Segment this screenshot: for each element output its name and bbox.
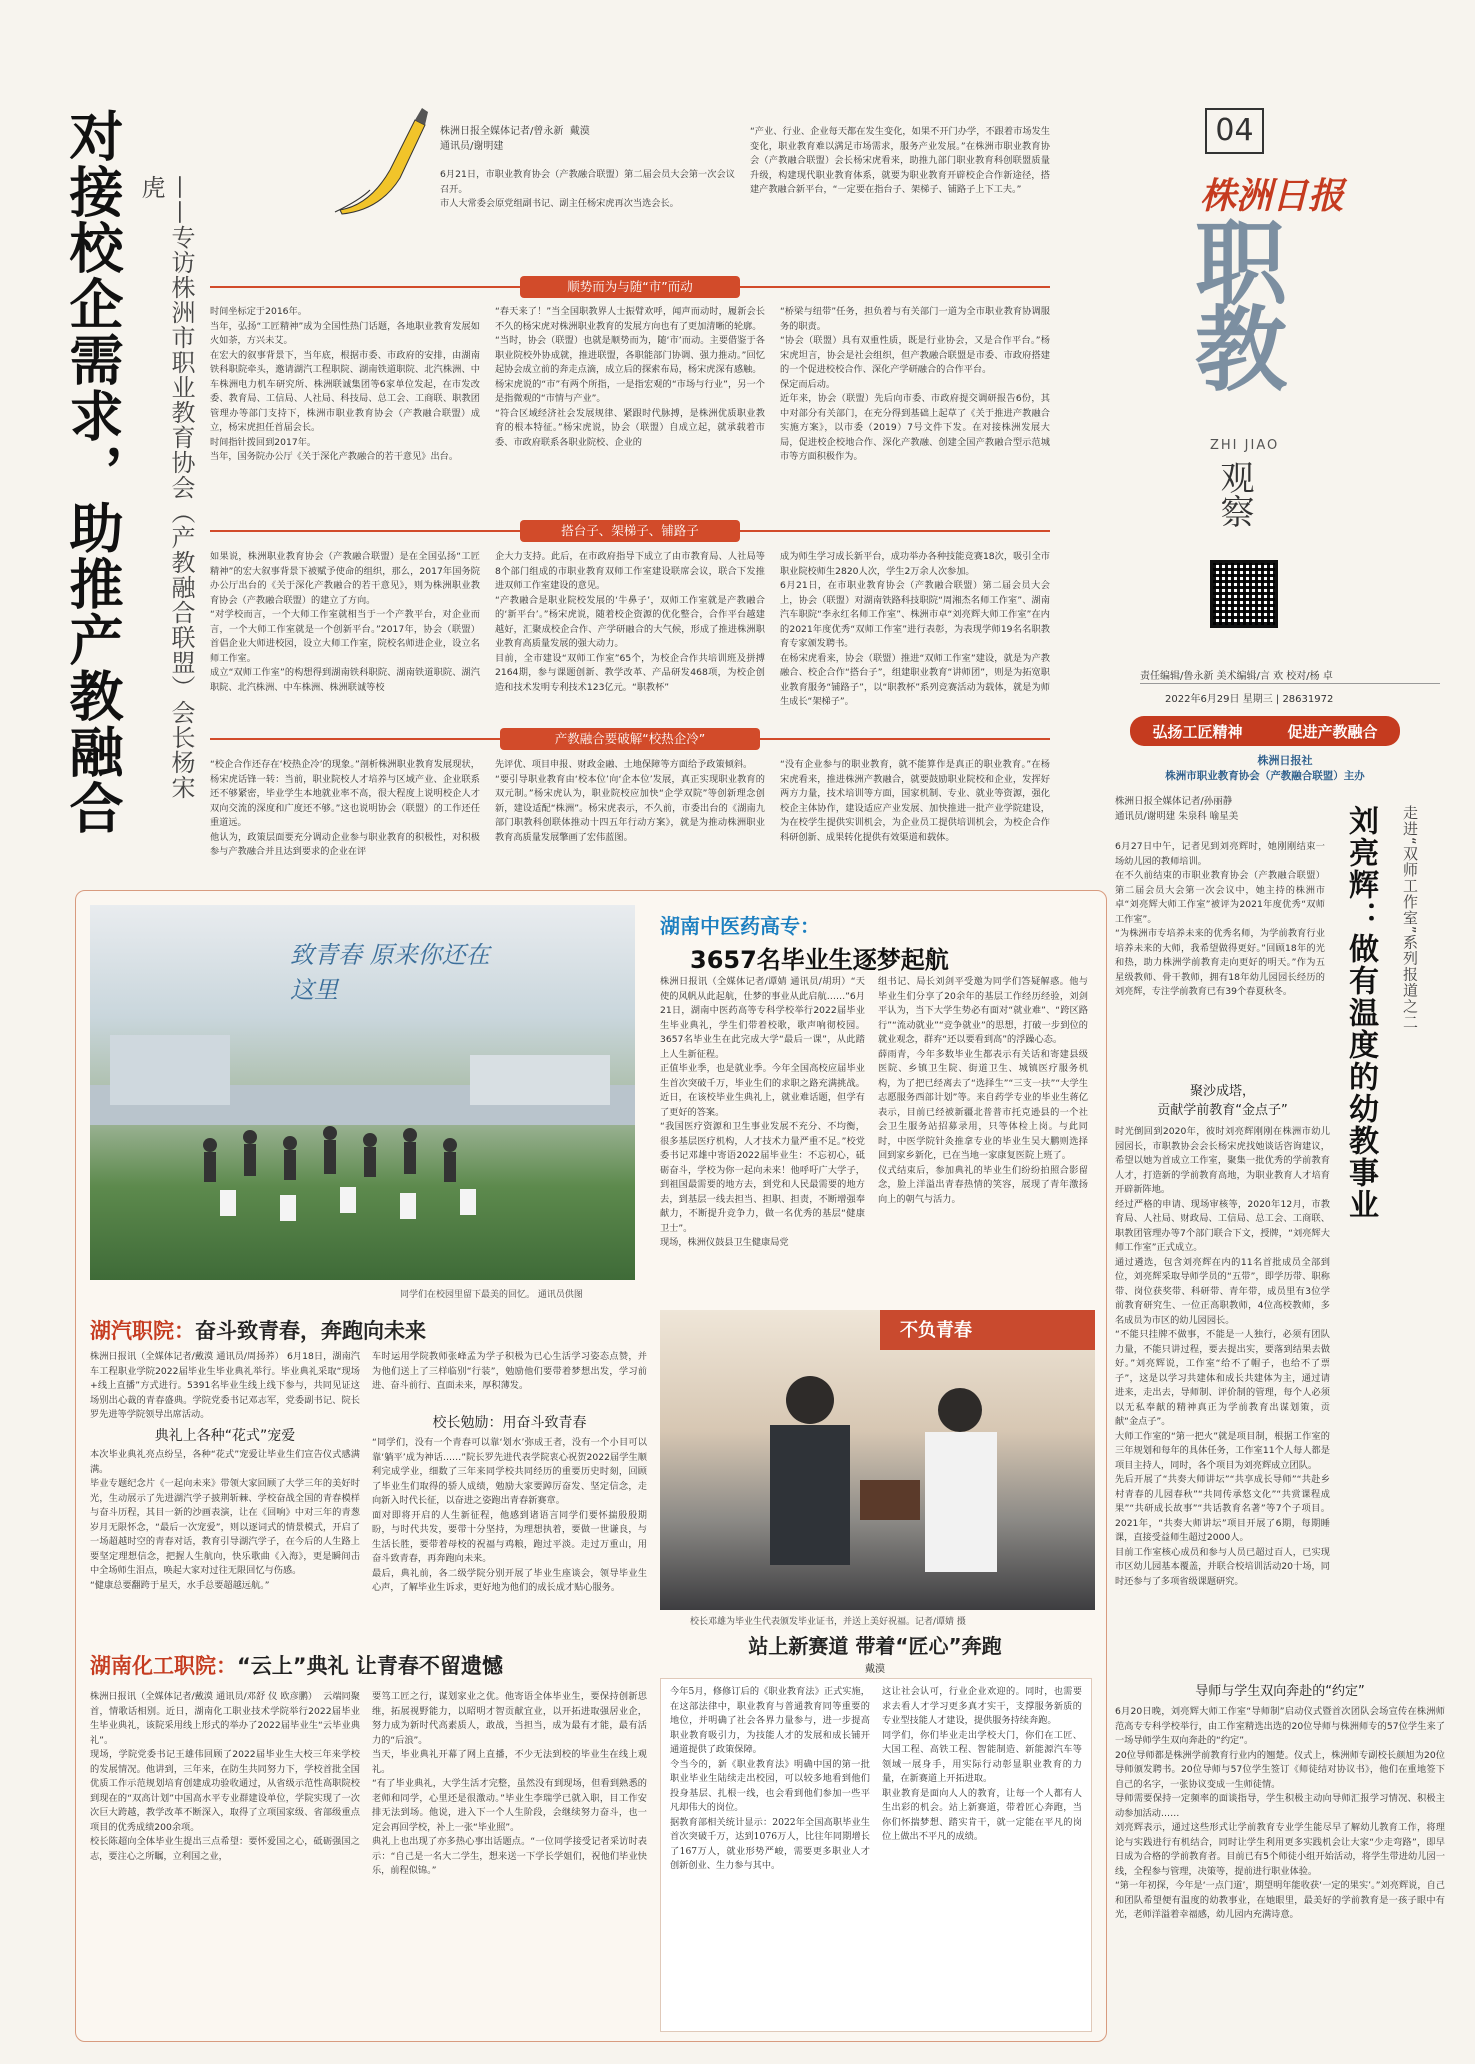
qr-code[interactable] [1210, 560, 1278, 628]
auto-col2: 车时运用学院教师张峰孟为学子积极为已心生活学习姿态点赞，并为他们送上了三样临别“行装”，勉励他们要带着梦想出发，学习前进、奋斗前行、直面未来，厚积薄发。 [372, 1351, 647, 1391]
lead-heading-2: 搭台子、架梯子、铺路子 [520, 520, 740, 542]
essay-col1: 今年5月，修修订后的《职业教育法》正式实施，在这部法律中，职业教育与普通教育同等重要的地位，并明确了社会各界力量参与，进一步提高职业教育吸引力，为技能人才的发展和成长铺开通道提供了政策保障。 令当今的，新《职业教育法》明确中国的第一批职业毕业生陆续走出校园，可以较多地看到他们投身基层、扎根一线，也会看到他们参加一些平凡却伟大的岗位。 据教育部相关统计显示：2022年全国高职毕业生首次突破千万，达到1076万人，比往年同期增长了167万人，就业形势严峻，需要更多职业人才创新创业、生力参与其中。 [670, 1686, 870, 1871]
tcm-col2: 组书记、局长刘剑平受邀为同学们答疑解惑。他与毕业生们分享了20余年的基层工作经历经验，刘剑平认为，当下大学生势必有面对“就业难”、“跨区路行”“流动就业”“竞争就业”的思想，打破一步到位的就业观念，群弃“还以要看到高”的浮躁心态。 薛雨青，今年多数毕业生都表示有关话和寄建县级医院、乡镇卫生院、街道卫生、城镇医疗服务机构，为了把已经离去了“选择生”“三支一扶”“大学生志愿服务西部计划”等。来自药学专业的毕业生蒋亿表示，目前已经被新疆北普普市托克逊县的一个社会卫生服务站招募录用，只等体检上岗。与此同时，中医学院针灸推拿专业的毕业生吴大鹏则选择回到家乡新化，已在当地一家康复医院上班了。 仪式结束后，参加典礼的毕业生们纷纷拍照合影留念，脸上洋溢出青春热情的笑容，展现了青年激扬向上的朝气与活力。 [878, 976, 1088, 1205]
sidebar-series: 走进“双师工作室”系列报道之二 [1401, 805, 1419, 1031]
lead-s3-col3: “没有企业参与的职业教育，就不能算作是真正的职业教育。”在杨宋虎看来，推进株洲产教融合，就要鼓励职业院校和企业，发挥好两方力量，技术培训等方面，国家机制、专业、就业等资源，强化校企主体协作，建设适应产业发展、加快推进一批产业学院建设，为在校学生提供实训机会，为企业员工提供培训机会，为校企合作科研创新、成果转化提供有效渠道和载体。 [780, 759, 1050, 843]
lead-s3-col1: “校企合作还存在‘校热企冷’的现象。”剖析株洲职业教育发展现状，杨宋虎话锋一转：当前，职业院校人才培养与区域产业、企业联系还不够紧密，毕业学生本地就业率不高，很大程度上说明校企人才双向交流的深度和广度还不够。”这也说明协会（联盟）的工作还任重道远。 他认为，政策层面要充分调动企业参与职业教育的积极性，对积极参与产教融合并且达到要求的企业在评 [210, 759, 480, 857]
section-big: 职教 [1180, 215, 1288, 387]
photo-caption: 同学们在校园里留下最美的回忆。 通讯员供图 [400, 1290, 583, 1300]
sidebar-sub-2: 导师与学生双向奔赴的“约定” [1195, 1684, 1365, 1699]
date-line: 2022年6月29日 星期三 | 28631972 [1165, 694, 1334, 705]
tcm-col1: 株洲日报讯（全媒体记者/谭婧 通讯员/胡玥）“天使的风帆从此起航，仕梦的事业从此启航……”6月21日，湖南中医药高等专科学校举行2022届毕业生毕业典礼，学生们带着校歌，歌声响彻校园。3657名毕业生在此完成大学“最后一课”，从此踏上人生新征程。 正值毕业季，也是就业季。今年全国高校应届毕业生首次突破千万，毕业生们的求职之路充满挑战。近日，在该校毕业生典礼上，就业难话题，但学有了更好的答案。 “我国医疗资源和卫生事业发展不充分、不均衡，很多基层医疗机构，人才技术力量严重不足。”校党委书记邓雄中寄语2022届毕业生：不忘初心，砥砺奋斗，学校为你一起向未来！他呼吁广大学子，到祖国最需要的地方去，到党和人民最需要的地方去，到基层一线去担当、担职、担责，不断增强奉献力，不断提升竞争力，做一名优秀的基层“健康卫士”。 现场，株洲仪鼓县卫生健康局党 [660, 976, 865, 1248]
lead-intro-left: 6月21日，市职业教育协会（产教融合联盟）第二届会员大会第一次会议召开。 市人大常委会原党组副书记、副主任杨宋虎再次当选会长。 [440, 169, 735, 209]
section-sub: 观察 [1214, 460, 1254, 528]
chem-headline: “云上”典礼 让青春不留遗憾 [237, 1654, 503, 1678]
campaign-banner-left: 弘扬工匠精神 [1152, 722, 1243, 741]
lead-byline: 株洲日报全媒体记者/曾永新 戴漠 通讯员/谢明建 [440, 126, 590, 152]
editors-line: 责任编辑/鲁永新 美术编辑/言 欢 校对/杨 卓 [1140, 671, 1333, 682]
ceremony-photo [660, 1310, 1095, 1610]
ceremony-caption: 校长邓雄为毕业生代表颁发毕业证书，并送上美好祝福。记者/谭婧 摄 [690, 1617, 966, 1627]
pen-illustration [330, 100, 430, 220]
campaign-banner-right: 促进产教融合 [1287, 722, 1378, 741]
auto-col1: 株洲日报讯（全媒体记者/戴漠 通讯员/周扬荞） 6月18日，湖南汽车工程职业学院2022届毕业生毕业典礼举行。毕业典礼采取“现场+线上直播”方式进行。5391名毕业生线上线下参与，共同见证这场别出心裁的青春盛典。学院党委书记邓志军，党委副书记、院长罗先进等学院领导出席活动。 [90, 1351, 360, 1420]
lead-s3-col2: 先评优、项目申报、财政金融、土地保障等方面给予政策倾斜。 “要引导职业教育由‘校本位’向‘企本位’发展，真正实现职业教育的双元制。”杨宋虎认为，职业院校应加快“企学双院”等创新理念创新，建设适配“株洲”。杨宋虎表示，不久前，市委出台的《湖南九部门职教科创联体推动十四五年行动方案》，就是为推动株洲职业教育高质量发展擎画了宏伟蓝图。 [495, 759, 765, 843]
lead-subtitle: ——专访株洲市职业教育协会（产教融合联盟）会长杨宋虎 [137, 175, 195, 800]
sidebar-title: 刘亮辉：做有温度的幼教事业 [1343, 805, 1378, 1221]
section-pinyin: ZHI JIAO [1210, 438, 1280, 453]
auto-kicker: 湖汽职院： [90, 1319, 195, 1343]
lead-s2-col3: 成为师生学习成长新平台，成功举办各种技能竞赛18次，吸引全市职业院校师生2820人次，学生2万余人次参加。 6月21日，在市职业教育协会（产教融合联盟）第二届会员大会上，协会（联盟）对湖南铁路科技职院“周湘杰名师工作室”、湖南汽车职院“李永红名师工作室”、株洲市卓“刘亮辉大师工作室”在内的2021年度优秀“双师工作室”进行表彰，为表现学师19名名职教育专家颁发聘书。 在杨宋虎看来，协会（联盟）推进“双师工作室”建设，就是为产教融合、校企合作“搭台子”，组建职业教育“讲师团”，则是为拓宽职业教育服务“铺路子”，以“职教杯”系列竞赛活动为载体，就是为师生成长“架梯子”。 [780, 551, 1050, 707]
sidebar-body-1: 时光倒回到2020年，彼时刘亮辉刚刚在株洲市幼儿园园长，市职教协会会长杨宋虎找她谈话咨询建议，希望以她为首成立工作室，聚集一批优秀的学前教育人才，打造新的学前教育高地，为职业教育人才培育开辟新阵地。 经过严格的申请、现场审核等，2020年12月，市教育局、人社局、财政局、工信局、总工会、工商联、职教团管理办等7个部门联合下文，授牌，“刘亮辉大师工作室”正式成立。 通过遴选，包含刘亮辉在内的11名首批成员全部到位，刘亮辉采取导师学员的“五带”，即学历带、职称带、岗位获奖带、科研带、青年带，成员里有3位学前教育研究生、一位正高职教师，4位高校教师，多名成员为市区的幼儿园园长。 “不能只挂牌不做事，不能是一人独行，必须有团队力量，不能只讲过程，要去提出实，要落到结果去做好。”刘亮辉说，工作室“给不了帽子，也给不了票子”，这是以学习共建体和成长共建体为主，通过请进来，走出去，导师制、评价制的管理，每个人必须以无私奉献的精神真正为学前教育出谋划策，贡献“金点子”。 大师工作室的“第一把火”就是项目制，根据工作室的三年规划和每年的具体任务，工作室11个人每人都是项目主持人，同时，各个项目为刘亮辉成立团队。 先后开展了“共奏大师讲坛”“共享成长导师”“共赴乡村青春的儿园春秋”“共同传承悠文化”“共赏课程成果”“共研成长故事”“共话教育名著”等7个子项目。2021年，“共奏大师讲坛”项目开展了6期，每期睡课，直接受益师生超过2000人。 目前工作室核心成员和参与人员已超过百人，已实现市区幼儿园基本覆盖，并联合校培训活动20十场，同时还参与了多项省级课题研究。 [1115, 1126, 1330, 1587]
lead-s2-col2: 企大力支持。此后，在市政府指导下成立了由市教育局、人社局等8个部门组成的市职业教育双师工作室建设联席会议，联合下发推进双师工作室建设的意见。 “产教融合是职业院校发展的‘牛鼻子’，双师工作室就是产教融合的‘新平台’。”杨宋虎说，随着校企资源的优化整合，合作平台越建越好，汇聚成校企合作、产学研融合的大气候，形成了推进株洲职业教育高质量发展的强大动力。 目前，全市建设“双师工作室”65个，为校企合作共培训班及拼搏2164期，参与课题创新、教学改革、产品研发468项，为校企创造和技术发明专利技术123亿元。“职教杯” [495, 551, 765, 693]
auto-headline: 奋斗致青春，奔跑向未来 [195, 1319, 426, 1343]
chem-kicker: 湖南化工职院： [90, 1654, 237, 1678]
photo-banner-text: 致青春 原来你还在这里 [290, 941, 490, 1004]
lead-title: 对接校企需求，助推产教融合 [61, 108, 124, 836]
essay-author: 戴漠 [865, 1664, 885, 1675]
lead-s1-col2: “春天来了！”当全国职教界人士振臂欢呼，闻声而动时，履新会长不久的杨宋虎对株洲职业教育的发展方向也有了更加清晰的轮廓。 “当时，协会（联盟）也就是顺势而为，随‘市’而动。主要借鉴于各职业院校外协成就，推进联盟，各职能部门协调、强力推动。”回忆起协会成立前的奔走点滴，成立后的探索布局，杨宋虎深有感触。 杨宋虎说的“市”有两个所指，一是指宏观的“市场与行业”，另一个是指微观的“市情与产业”。 “符合区域经济社会发展规律、紧跟时代脉搏，是株洲优质职业教育的根本特征。”杨宋虎说，协会（联盟）自成立起，就承载着市委、市政府联系各职业院校、企业的 [495, 306, 765, 448]
sidebar-lead: 6月27日中午，记者见到刘亮辉时，她刚刚结束一场幼儿园的教师培训。 在不久前结束的市职业教育协会（产教融合联盟）第二届会员大会第一次会议中，她主持的株洲市卓“刘亮辉大师工作室”被评为2021年度优秀“双师工作室”。 “为株洲市专培养未来的优秀名师，为学前教育行业培养未来的大师，我希望做得更好。”回顾18年的光和热，助力株洲学前教育走向更好的明天。”作为五星级教师、骨干教师，拥有18年幼儿园园长经历的刘亮辉，专注学前教育已有39个春夏秋冬。 [1115, 841, 1325, 997]
essay-col2: 这让社会认可，行业企业欢迎的。同时，也需要求去看人才学习更多真才实干，支撑服务新质的专业型技能人才建设，提供服务持续奔跑。 同学们，你们毕业走出学校大门，你们在工匠、大国工程、高铁工程、智能制造、新能源汽车等领域一展身手，用实际行动彰显职业教育的力量，在新赛道上开拓进取。 职业教育是面向人人的教育，让每一个人都有人生出彩的机会。站上新赛道，带着匠心奔跑，当你们怀揣梦想、踏实肯干，就一定能在平凡的岗位上做出不平凡的成绩。 [882, 1686, 1082, 1842]
lead-s1-col3: “桥梁与纽带”任务，担负着与有关部门一道为全市职业教育协调服务的职责。 “协会（联盟）具有双重性质，既是行业协会，又是合作平台。”杨宋虎坦言，协会是社会组织，但产教融合联盟是市委、市政府搭建的一个促进校校合作、深化产学研融合的合作平台。 保定而后动。 近年来，协会（联盟）先后向市委、市政府提交调研报告6份，其中对部分有关部门，在充分得到基础上起草了《关于推进产教融合实施方案》，以市委（2019）7号文件下发。在对接株洲发展大局，促进校企校地合作、深化产教融、创建全国产教融合型示范城市等方面积极作为。 [780, 306, 1050, 462]
chem-col1: 株洲日报讯（全媒体记者/戴漠 通讯员/邓舒 仪 欧彦鹏） 云端同聚首，情歌话相别。近日，湖南化工职业技术学院举行2022届毕业生毕业典礼，该院采用线上形式的举办了2022届毕业生“云毕业典礼”。 现场，学院党委书记王雄伟回顾了2022届毕业生大校三年来学校的发展情况。他讲到，三年来，在防生共同努力下，学校首批全国优质工作示范规划培育创建成功验收通过，从省级示范性高职院校到现在的“双高计划”中国高水平专业群建设单位，学院实现了一次次巨大跨越，教学改革不断深入，取得了立项国家级、省部级重点项目的优秀成绩200余项。 校长陈超向全体毕业生提出三点希望：要怀爱国之心，砥砺强国之志，要注心之所瞩，立利国之业， [90, 1691, 360, 1862]
lead-s1-col1: 时间坐标定于2016年。 当年，弘扬“工匠精神”成为全国性热门话题，各地职业教育发展如火如荼，方兴未艾。 在宏大的叙事背景下，当年底，根据市委、市政府的安排，由湖南铁科职院牵头，邀请湖汽工程职院、湖南铁道职院、北汽株洲、中车株洲电力机车研究所、株洲联诚集团等6家单位发起，在市发改委、教育局、工信局、人社局、科技局、总工会、工商联、职教团管理办等部门支持下，株洲市职业教育协会（产教融合联盟）成立，杨宋虎担任首届会长。 时间指针拨回到2017年。 当年，国务院办公厅《关于深化产教融合的若干意见》出台。 [210, 306, 480, 462]
auto-col1b: 本次毕业典礼亮点纷呈，各种“花式”宠爱让毕业生们宣告仪式感满满。 毕业专题纪念片《一起向未来》带领大家回顾了大学三年的美好时光，生动展示了先进湖汽学子披荆斩棘、学校奋战全国的青春模样与奋斗历程，其目一新的沙画表演，让在《回响》中对三年的青葱岁月无限怀念，“最后一次宠爱”，则以逐词式的情景模式，开启了一场超越时空的青春对话，教育引导湖汽学子，在今后的人生路上要坚定理想信念，把握人生航向，快乐歌曲《入海》，更是瞬间击中全场师生泪点，唤起大家对过往无限回忆与伤感。 “健康总要翻跨于星天，水手总要超越远航。” [90, 1449, 360, 1591]
lead-s2-col1: 如果说，株洲职业教育协会（产教融合联盟）是在全国弘扬“工匠精神”的宏大叙事背景下被赋予使命的组织，那么，2017年国务院办公厅出台的《关于深化产教融合的若干意见》，则为株洲职业教育协会（产教融合联盟）的建立了方向。 “对学校而言，一个大师工作室就相当于一个产教平台，对企业而言，一个大师工作室就是一个创新平台。”2017年，协会（联盟）首倡企业大师进校园，设立大师工作室，院校名师进企业，设立名师工作室。 成立“双师工作室”的构想得到湖南铁科职院、湖南铁道职院、湖汽职院、北汽株洲、中车株洲、株洲联诚等校 [210, 551, 480, 693]
sponsor-2: 株洲市职业教育协会（产教融合联盟）主办 [1165, 770, 1365, 782]
lead-intro-right: “产业、行业、企业每天都在发生变化，如果不开门办学，不跟着市场发生变化，职业教育难以满足市场需求，服务产业发展。”在株洲市职业教育协会（产教融合联盟）会长杨宋虎看来，助推九部门职业教育科创联盟质量升级，构建现代职业教育体系，就要为职业教育开辟校企合作新途径，搭建产教融合新平台，“一定要在指台子、架梯子、铺路子上下工夫。” [750, 126, 1050, 195]
auto-sub-1: 典礼上各种“花式”宠爱 [154, 1428, 296, 1444]
essay-headline: 站上新赛道 带着“匠心”奔跑 [748, 1634, 1002, 1658]
auto-sub-2: 校长勉励：用奋斗致青春 [432, 1415, 587, 1431]
paper-name: 株洲日报 [1200, 175, 1345, 217]
sponsor-1: 株洲日报社 [1257, 754, 1313, 767]
lead-heading-3: 产教融合要破解“校热企冷” [500, 728, 760, 750]
sidebar-sub-1: 聚沙成塔， 贡献学前教育“金点子” [1157, 1084, 1288, 1118]
campaign-banner [1130, 716, 1400, 746]
lead-heading-1: 顺势而为与随“市”而动 [520, 276, 740, 298]
auto-col2b: “同学们，没有一个青春可以靠‘划水’弥成王者，没有一个小目可以靠‘躺平’成为神话……”院长罗先进代表学院衷心祝贺2022届学生顺利完成学业，细数了三年来同学校共同经历的重要历史时刻，回顾了毕业生们取得的骄人成绩，勉励大家要踔厉奋发、坚定信念，走向新入时代长征，以奋进之姿跑出青春新赛章。 面对即将开启的人生新征程，他感到诸语言同学们要怀揣殷殷期盼，与时代共发，要带十分坚持，为理想执着，要做一世谦良，与生活长胜，要带着母校的祝福与鸡粮，跑过平淡。走过万重山，用奋斗致青春，再奔跑向未来。 最后，典礼前，各二级学院分别开展了毕业生座谈会，领导毕业生心声，了解毕业生诉求，更好地为他们的成长成才贴心服务。 [372, 1437, 647, 1593]
page-number: 04 [1205, 108, 1264, 154]
chem-col2: 要笃工匠之行，谋划家业之优。他寄语全体毕业生，要保持创新思维，拓展视野能力，以昭明才智贡献宜业，以开拓进取强居业企，努力成为新时代高素质人，敢战，当担当，成为最有才能，最有活力的“后浪”。 当天，毕业典礼开幕了网上直播，不少无法到校的毕业生在线上观礼。 “有了毕业典礼，大学生活才完整，虽然没有到现场，但看到熟悉的老师和同学，心里还是很激动。”毕业生李瑞学已就入职，目工作安排无法到场。他说，进入下一个人生阶段，会继续努力奋斗，也一定会再回学校，补上一张“毕业照”。 典礼上也出现了亦多热心事出话题点。“一位同学接受记者采访时表示：“自己是一名大二学生，想来送一下学长学姐们，祝他们毕业快乐，前程似锦。” [372, 1691, 647, 1876]
sidebar-byline: 株洲日报全媒体记者/孙丽静 通讯员/谢明建 朱泉科 喻星美 [1115, 796, 1239, 822]
tcm-headline: 3657名毕业生逐梦起航 [690, 946, 949, 974]
tcm-kicker: 湖南中医药高专： [660, 914, 820, 938]
ceremony-banner-text: 不负青春 [900, 1320, 972, 1341]
sidebar-body-2: 6月20日晚，刘亮辉大师工作室“导师制”启动仪式暨首次团队会场宣传在株洲师范高专专科学校举行，由工作室精选出选的20位导师与株洲师专的57位学生来了一场导师学生双向奔赴的“约定”。 20位导师都是株洲学前教育行业内的翘楚。仪式上，株洲师专副校长颜旭为20位导师颁发聘书。20位导师与57位学生签订《师徒结对协议书》，他们在重地签下自己的名字，一张协议变成一生师徒情。 导师需要保持一定频率的面谈指导，学生积极主动向导师汇报学习情况、积极主动参加活动…… 刘亮辉表示，通过这些形式让学前教育专业学生能尽早了解幼儿教育工作，将理论与实践进行有机结合，同时让学生利用更多实践机会让大家“少走弯路”，即早日成为合格的学前教育者。目前已有5个师徒小组开始活动，将学生带进幼儿园一线，全程参与管理，决策等，提前进行职业体验。 “第一年初探，今年是‘一点门道’，期望明年能收获‘一定的果实’。”刘亮辉说，自己和团队希望便有温度的幼教事业，在她眼里，最美好的学前教育是一孩子眼中有光，老师洋溢着幸福感，幼儿园内充满诗意。 [1115, 1706, 1445, 1920]
